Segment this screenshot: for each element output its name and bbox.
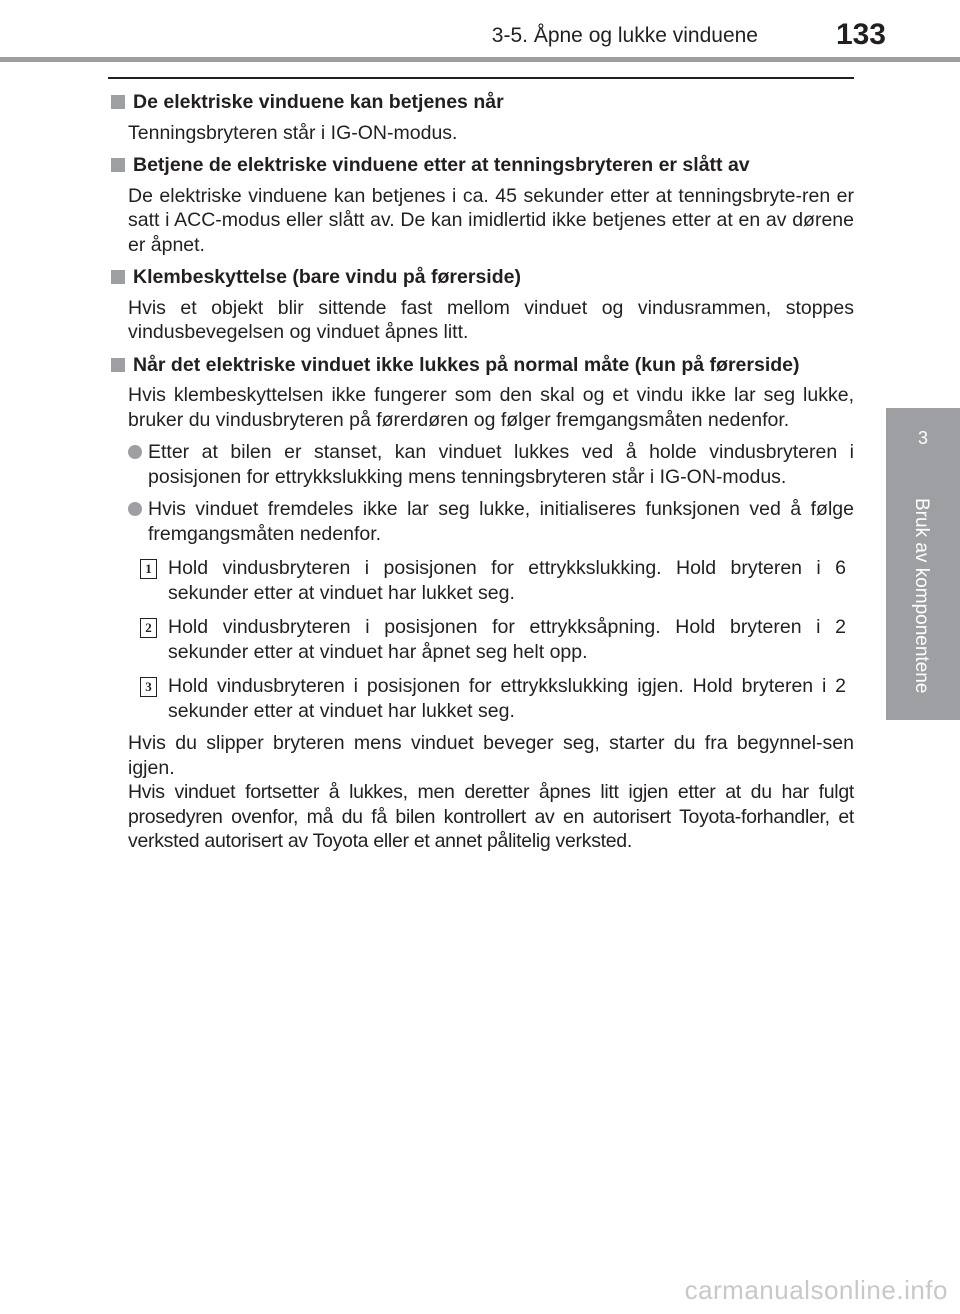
page-number: 133 — [835, 18, 886, 51]
section-body: Hvis klembeskyttelsen ikke fungerer som den skal og et vindu ikke lar seg lukke, bruker du vindusbryteren på førerdøren og følger fremgangsmåten nedenfor. — [128, 384, 854, 431]
step-item — [140, 674, 854, 723]
square-bullet-icon — [111, 95, 125, 109]
step-number-badge: 2 — [140, 618, 157, 638]
section-operation-conditions — [108, 90, 854, 145]
section-body: De elektriske vinduene kan betjenes i ca. 45 sekunder etter at tenningsbryte-ren er satt i ACC-modus eller slått av. De kan imidlertid ikke betjenes etter at en av dørene er åpnet. — [128, 184, 854, 256]
square-bullet-icon — [111, 270, 125, 284]
section-heading — [108, 153, 854, 178]
section-heading — [108, 265, 854, 290]
step-number-badge: 1 — [140, 559, 157, 579]
page-content — [108, 90, 854, 862]
circle-bullet-icon — [128, 445, 142, 459]
list-item-text: Etter at bilen er stanset, kan vinduet lukkes ved å holde vindusbryteren i posisjonen for ettrykkslukking mens tenningsbryteren står i IG-ON-modus. — [148, 441, 854, 488]
step-text: Hold vindusbryteren i posisjonen for ettrykkslukking igjen. Hold bryteren i 2 sekunder etter at vinduet har lukket seg. — [168, 675, 846, 722]
circle-bullet-icon — [128, 502, 142, 516]
section-heading-text: Betjene de elektriske vinduene etter at tenningsbryteren er slått av — [133, 154, 750, 176]
header-section-title: 3-5. Åpne og lukke vinduene — [491, 24, 758, 47]
paragraph: Hvis vinduet fortsetter å lukkes, men deretter åpnes litt igjen etter at du har fulgt prosedyren ovenfor, må du få bilen kontrollert av en autorisert Toyota-forhandler, et verksted autorisert av Toyota eller et annet pålitelig verksted. — [128, 781, 854, 852]
section-body: Tenningsbryteren står i IG-ON-modus. — [128, 121, 458, 144]
section-heading-text: Når det elektriske vinduet ikke lukkes på normal måte (kun på førerside) — [133, 353, 800, 376]
list-item-text: Hvis vinduet fremdeles ikke lar seg lukke, initialiseres funksjonen ved å følge fremgangsmåten nedenfor. — [148, 498, 854, 545]
section-heading-text: Klembeskyttelse (bare vindu på førerside) — [133, 266, 521, 288]
section-after-ignition-off — [108, 153, 854, 257]
header-bar — [0, 57, 960, 62]
paragraph: Hvis du slipper bryteren mens vinduet beveger seg, starter du fra begynnel-sen igjen. — [128, 732, 854, 779]
chapter-title: Bruk av komponentene — [911, 498, 932, 694]
step-item — [140, 615, 854, 664]
top-rule — [108, 77, 854, 79]
step-text: Hold vindusbryteren i posisjonen for ettrykkslukking. Hold bryteren i 6 sekunder etter at vinduet har lukket seg. — [168, 557, 846, 604]
section-heading — [108, 353, 854, 378]
list-item — [128, 440, 854, 489]
section-jam-protection — [108, 265, 854, 345]
square-bullet-icon — [111, 358, 125, 372]
step-number-badge: 3 — [140, 677, 157, 697]
list-item — [128, 497, 854, 546]
step-text: Hold vindusbryteren i posisjonen for ettrykksåpning. Hold bryteren i 2 sekunder etter at vinduet har åpnet seg helt opp. — [168, 616, 846, 663]
section-window-not-closing — [108, 353, 854, 854]
square-bullet-icon — [111, 158, 125, 172]
section-body: Hvis et objekt blir sittende fast mellom vinduet og vindusrammen, stoppes vindusbevegelsen og vinduet åpnes litt. — [128, 296, 854, 343]
section-heading-text: De elektriske vinduene kan betjenes når — [133, 91, 504, 113]
step-item — [140, 556, 854, 605]
section-heading — [108, 90, 854, 115]
watermark: carmanualsonline.info — [684, 1275, 948, 1305]
chapter-side-tab — [886, 408, 960, 720]
chapter-number: 3 — [917, 428, 928, 448]
